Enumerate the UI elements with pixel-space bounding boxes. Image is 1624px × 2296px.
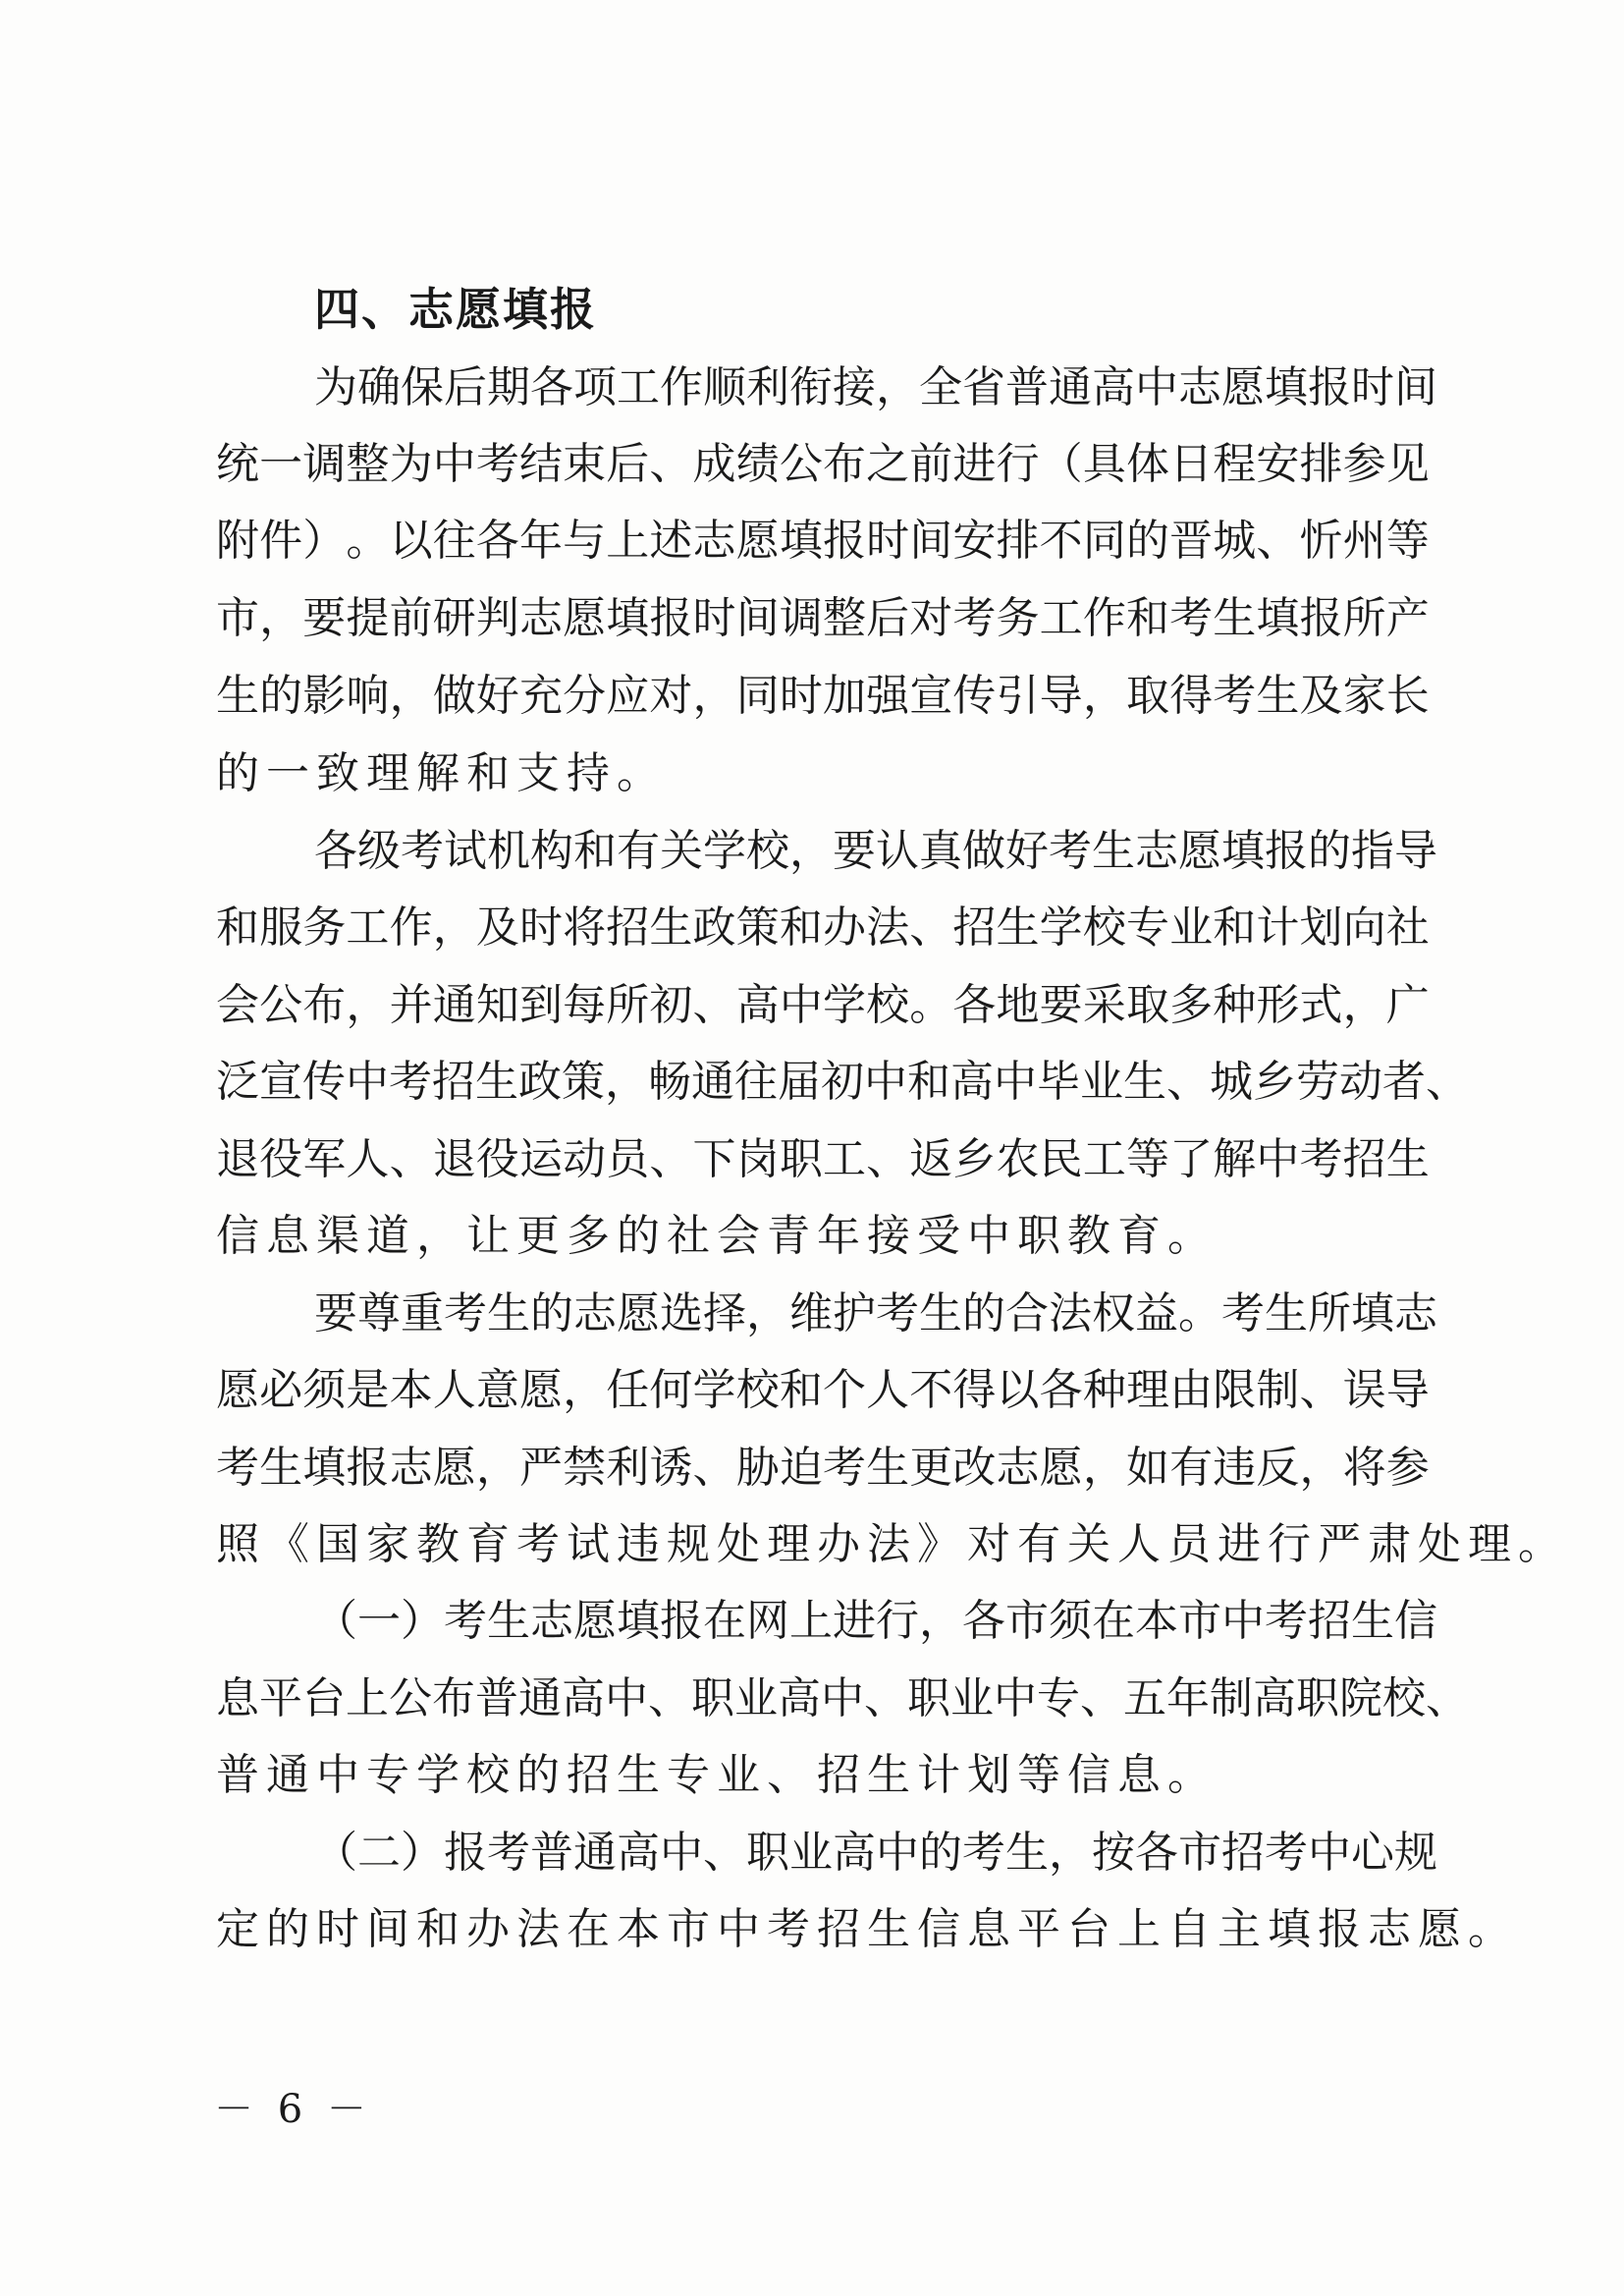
text-line: 定的时间和办法在本市中考招生信息平台上自主填报志愿。	[216, 1904, 1518, 1954]
text-line: 考 生 填 报 志 愿 ， 严 禁 利 诱 、 胁 迫 考 生 更 改 志 愿 ， 如 有 违 反 ， 将 参	[216, 1443, 1430, 1493]
text-line: 统 一 调 整 为 中 考 结 束 后 、 成 绩 公 布 之 前 进 行 （ 具 体 日 程 安 排 参 见	[216, 439, 1430, 489]
text-line: 泛 宣 传 中 考 招 生 政 策 ， 畅 通 往 届 初 中 和 高 中 毕 业 生 、 城 乡 劳 动 者 、	[216, 1057, 1469, 1107]
page-number: － 6 －	[214, 2087, 372, 2132]
text-line: 会 公 布 ， 并 通 知 到 每 所 初 、 高 中 学 校 。 各 地 要 采 取 多 种 形 式 ， 广	[216, 980, 1430, 1030]
text-line: 退 役 军 人 、 退 役 运 动 员 、 下 岗 职 工 、 返 乡 农 民 工 等 了 解 中 考 招 生	[216, 1134, 1430, 1184]
text-line: （一）考生志愿填报在网上进行，各市须在本市中考招生信	[314, 1596, 1437, 1646]
text-line: 愿 必 须 是 本 人 意 愿 ， 任 何 学 校 和 个 人 不 得 以 各 种 理 由 限 制 、 误 导	[216, 1365, 1430, 1415]
text-line: 的一致理解和支持。	[216, 748, 667, 798]
text-line: 附 件 ） 。 以 往 各 年 与 上 述 志 愿 填 报 时 间 安 排 不 同 的 晋 城 、 忻 州 等	[216, 516, 1430, 566]
text-line: 息 平 台 上 公 布 普 通 高 中 、 职 业 高 中 、 职 业 中 专 、 五 年 制 高 职 院 校 、	[216, 1673, 1469, 1723]
text-line: 要尊重考生的志愿选择，维护考生的合法权益。考生所填志	[314, 1288, 1437, 1339]
text-line: 照《国家教育考试违规处理办法》对有关人员进行严肃处理。	[216, 1519, 1568, 1569]
text-line: 普通中专学校的招生专业、招生计划等信息。	[216, 1750, 1218, 1800]
text-line: 市 ， 要 提 前 研 判 志 愿 填 报 时 间 调 整 后 对 考 务 工 作 和 考 生 填 报 所 产	[216, 593, 1430, 643]
text-line: 生 的 影 响 ， 做 好 充 分 应 对 ， 同 时 加 强 宣 传 引 导 ， 取 得 考 生 及 家 长	[216, 671, 1430, 721]
text-line: （二）报考普通高中、职业高中的考生，按各市招考中心规	[314, 1828, 1437, 1878]
text-line: 和 服 务 工 作 ， 及 时 将 招 生 政 策 和 办 法 、 招 生 学 校 专 业 和 计 划 向 社	[216, 902, 1430, 953]
section-heading: 四、志愿填报	[314, 283, 597, 336]
text-line: 各级考试机构和有关学校，要认真做好考生志愿填报的指导	[314, 826, 1437, 876]
text-line: 信息渠道，让更多的社会青年接受中职教育。	[216, 1211, 1218, 1261]
text-line: 为确保后期各项工作顺利衔接，全省普通高中志愿填报时间	[314, 362, 1437, 412]
